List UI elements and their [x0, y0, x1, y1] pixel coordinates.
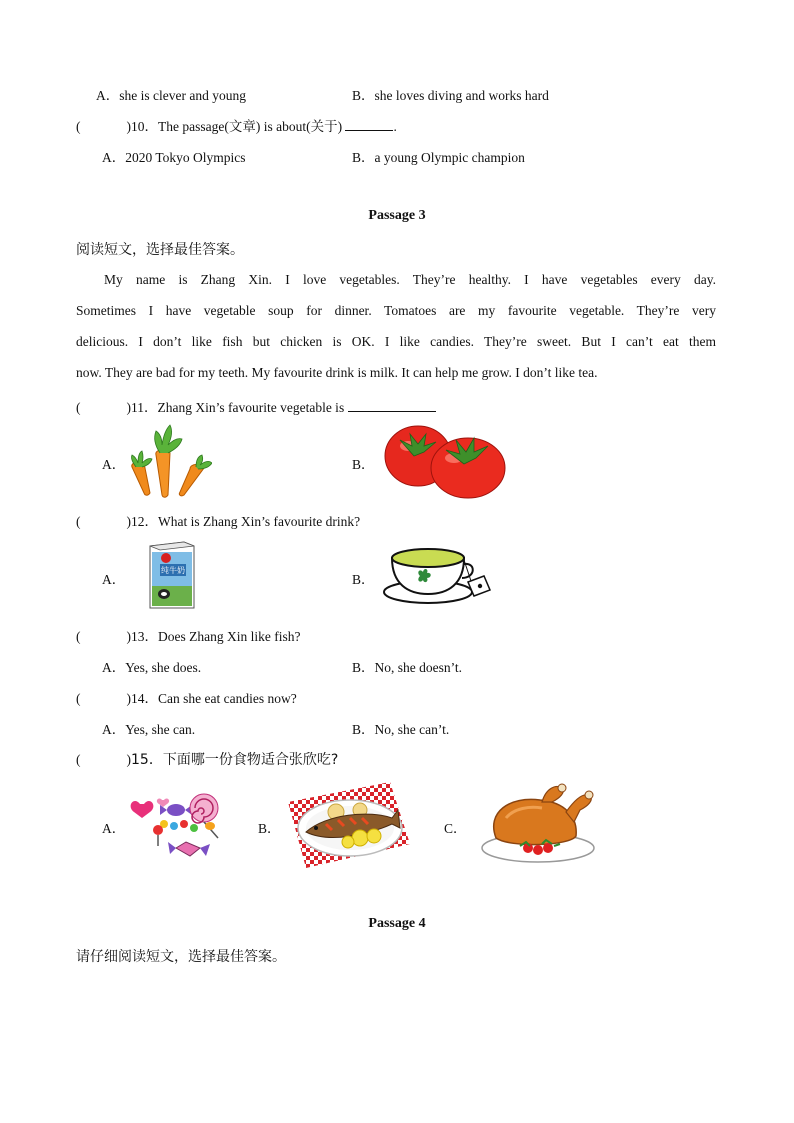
q10-blank[interactable] — [345, 118, 393, 131]
passage3-line-2: Sometimes I have vegetable soup for dinner. Tomatoes are my favourite vegetable. They’re very — [76, 303, 716, 318]
q14-stem: ( )14．Can she eat candies now? — [76, 691, 297, 706]
passage3-line-1: My name is Zhang Xin. I love vegetables. They’re healthy. I have vegetables every day. — [104, 272, 716, 287]
q14-option-a: A．Yes, she can. — [102, 722, 196, 737]
carrot-left — [132, 451, 153, 495]
q12-option-a-label: A． — [102, 572, 126, 587]
roast-chicken-image — [480, 782, 598, 866]
carrot-right — [179, 455, 212, 496]
passage3-instruction: 阅读短文，选择最佳答案。 — [76, 242, 244, 258]
passage3-line-3: delicious. I don’t like fish but chicken is OK. I like candies. They’re sweet. But I can’t eat them — [76, 334, 716, 349]
q13-option-b: B．No, she doesn’t. — [352, 660, 462, 675]
q11-option-a-label: A． — [102, 457, 126, 472]
q11-stem: ( )11．Zhang Xin’s favourite vegetable is — [76, 396, 436, 416]
q15-option-c-label: C． — [444, 821, 467, 836]
q13-option-a: A．Yes, she does. — [102, 660, 202, 675]
q10-stem: ( )10．The passage(文章) is about(关于) . — [76, 119, 397, 134]
milk-box-label: 纯牛奶 — [161, 566, 185, 575]
passage3-line-4: now. They are bad for my teeth. My favourite drink is milk. It can help me grow. I don’t like tea. — [76, 365, 598, 380]
q11-blank[interactable] — [348, 399, 436, 412]
q15-stem: ( )15．下面哪一份食物适合张欣吃? — [76, 752, 339, 768]
q15-option-b-label: B． — [258, 821, 281, 836]
passage4-instruction: 请仔细阅读短文，选择最佳答案。 — [76, 949, 286, 965]
q10-option-a: A．2020 Tokyo Olympics — [102, 150, 246, 165]
q12-stem: ( )12．What is Zhang Xin’s favourite drink? — [76, 514, 361, 529]
passage3-title: Passage 3 — [368, 208, 426, 223]
answer-paren-open: ( — [76, 119, 81, 134]
q14-option-b: B．No, she can’t. — [352, 722, 450, 737]
q9-option-a: A．she is clever and young — [96, 88, 246, 103]
q12-option-b-label: B． — [352, 572, 375, 587]
q11-option-b-label: B． — [352, 457, 375, 472]
q10-option-b: B．a young Olympic champion — [352, 150, 525, 165]
passage4-title: Passage 4 — [368, 916, 426, 931]
tomatoes-image — [380, 420, 508, 500]
carrots-image — [126, 423, 212, 499]
q13-stem: ( )13．Does Zhang Xin like fish? — [76, 629, 301, 644]
milk-box-image — [144, 538, 198, 610]
q15-option-a-label: A． — [102, 821, 126, 836]
candies-image — [128, 790, 232, 862]
fish-dish-image — [286, 780, 412, 870]
q9-option-b: B．she loves diving and works hard — [352, 88, 549, 103]
tea-cup-image — [380, 540, 492, 606]
carrot-middle — [155, 425, 182, 497]
